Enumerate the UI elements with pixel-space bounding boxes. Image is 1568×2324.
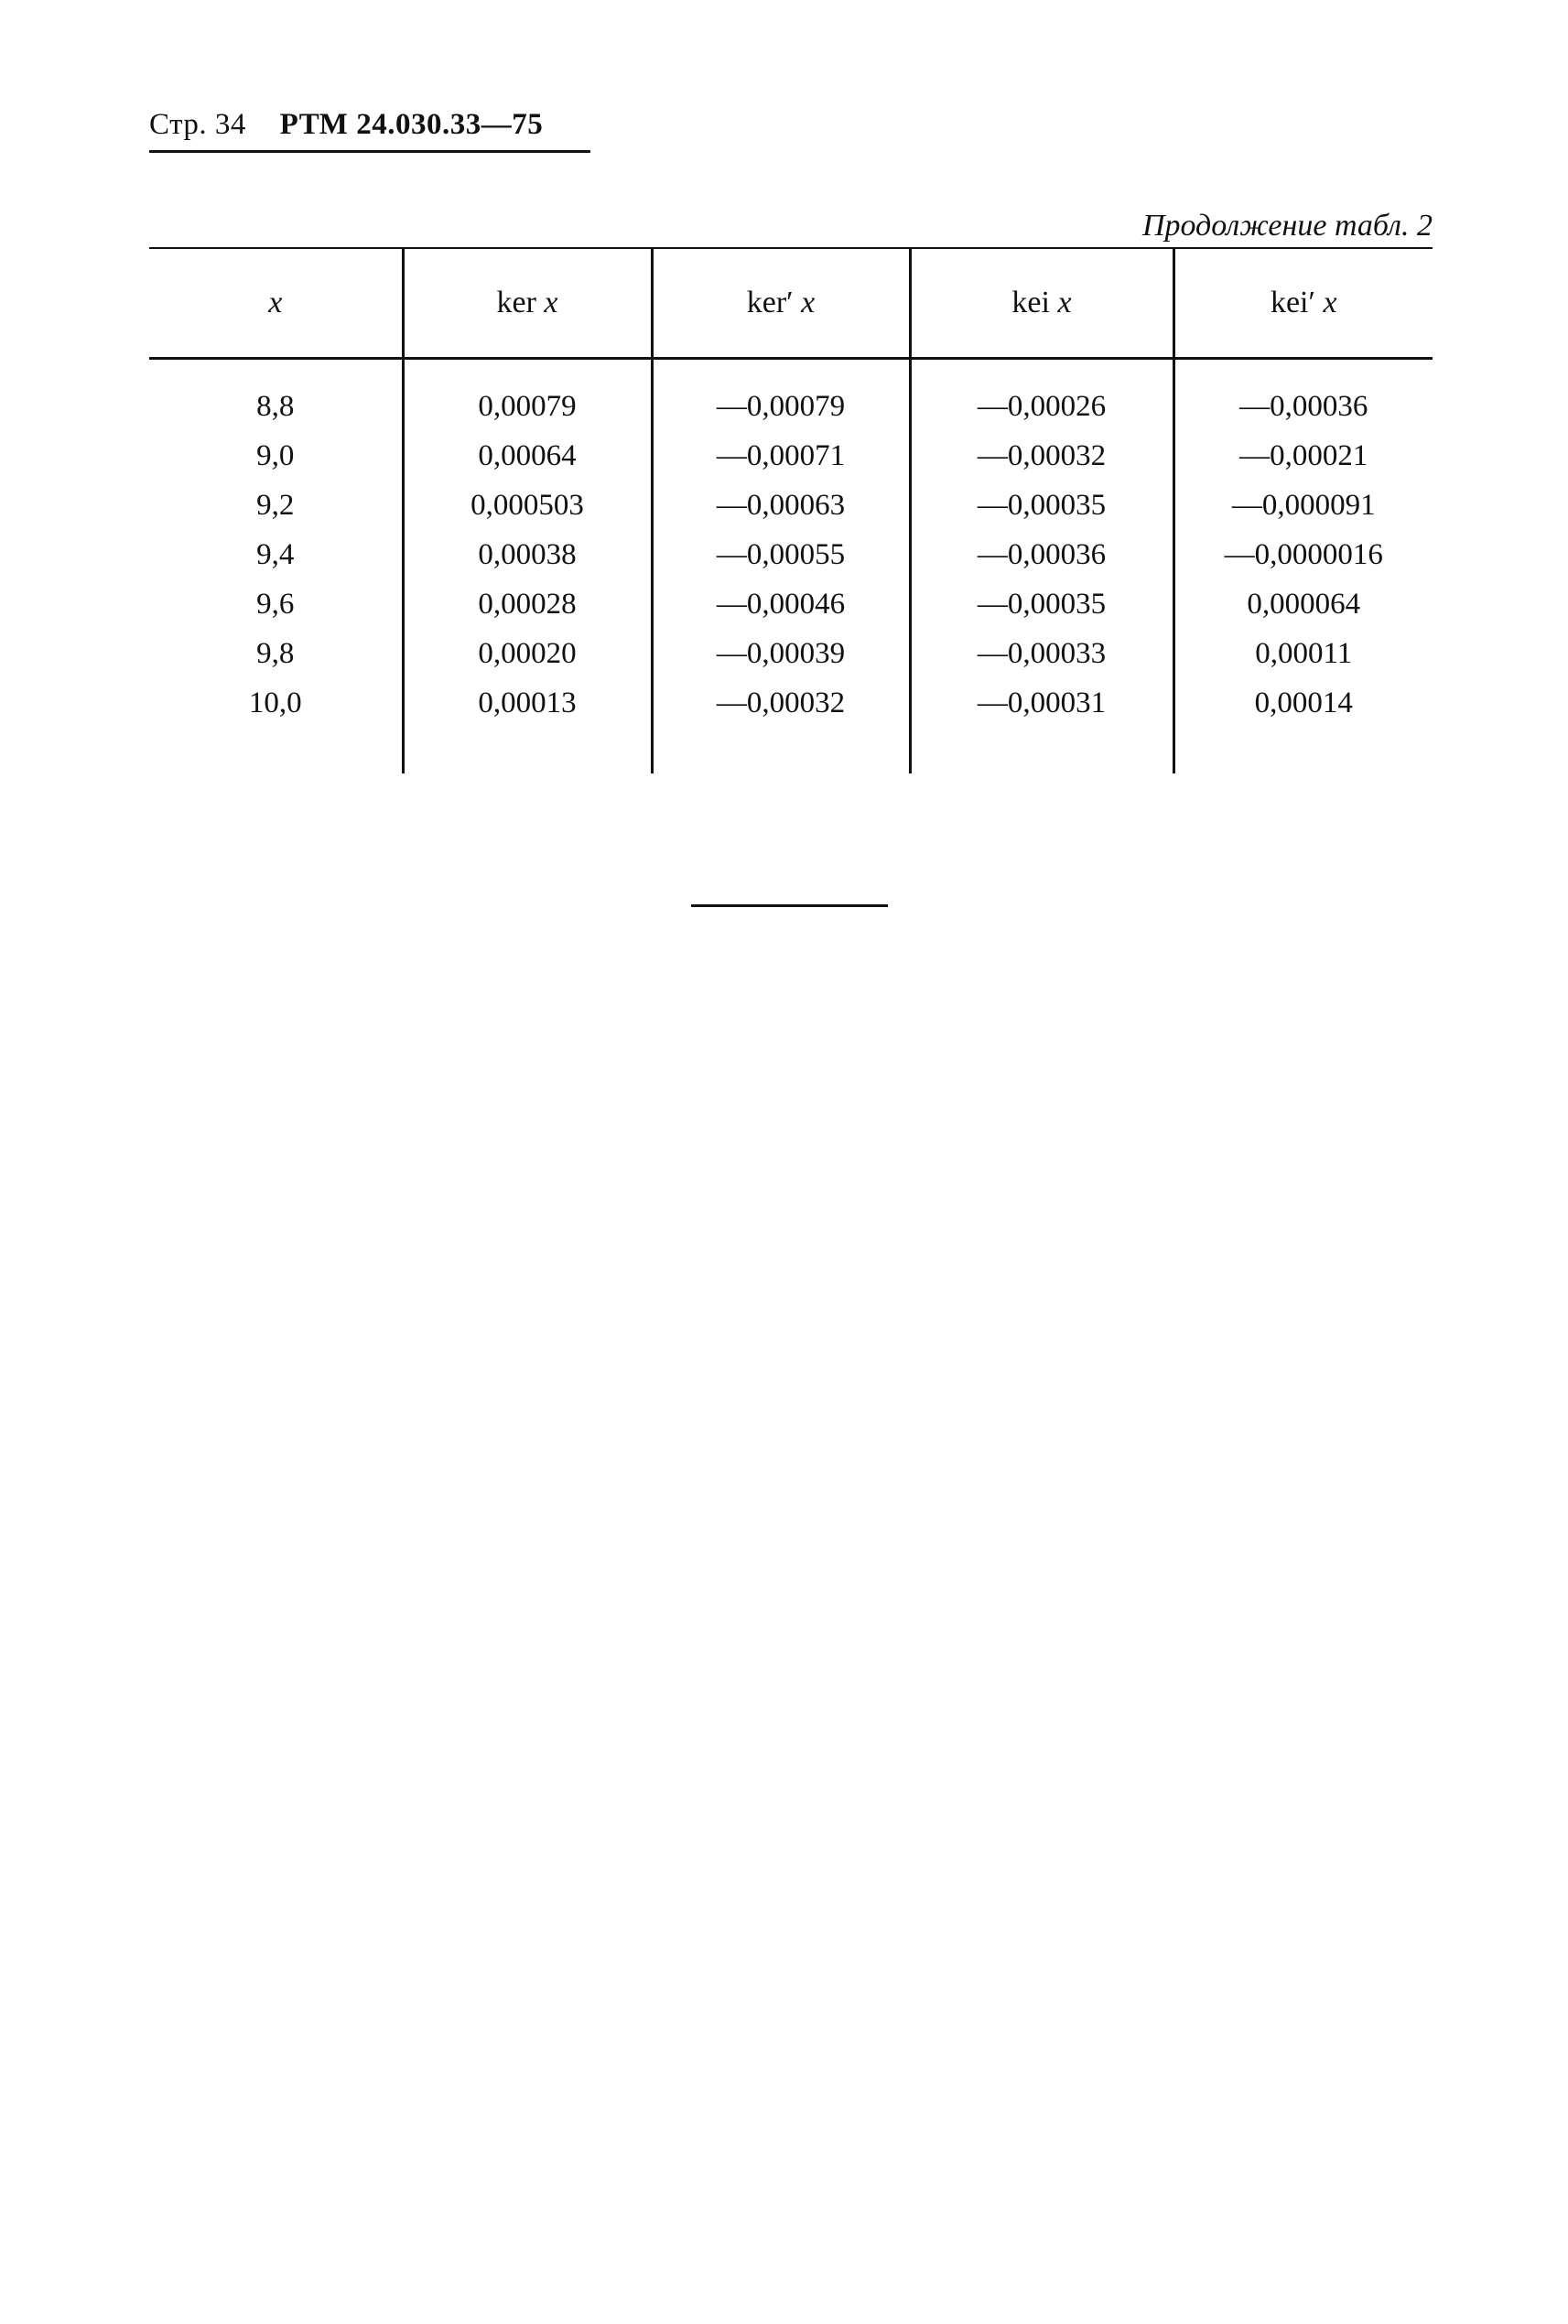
cell-ker: 0,000503 — [403, 481, 652, 530]
table-header-row — [149, 248, 1433, 359]
cell-kei: —0,00032 — [910, 431, 1173, 481]
cell-kei-prime: —0,0000016 — [1173, 530, 1433, 579]
table-caption: Продолжение табл. 2 — [1141, 209, 1433, 243]
cell-ker: 0,00020 — [403, 629, 652, 678]
table-row — [149, 678, 1433, 728]
column-header-kei: kei x — [910, 248, 1173, 359]
cell-kei: —0,00035 — [910, 579, 1173, 629]
document-code: РТМ 24.030.33—75 — [279, 108, 544, 141]
column-header-ker: ker x — [403, 248, 652, 359]
table-row — [149, 579, 1433, 629]
table-row — [149, 481, 1433, 530]
cell-ker: 0,00064 — [403, 431, 652, 481]
cell-x: 8,8 — [256, 389, 295, 423]
cell-ker-prime: —0,00032 — [652, 678, 910, 728]
cell-kei-prime: 0,00011 — [1173, 629, 1433, 678]
end-of-section-rule — [691, 904, 888, 907]
cell-ker-prime: —0,00063 — [652, 481, 910, 530]
page-header — [149, 108, 543, 142]
cell-kei-prime: —0,000091 — [1173, 481, 1433, 530]
table-spacer-row — [149, 359, 1433, 383]
cell-x: 9,2 — [256, 488, 295, 522]
cell-kei: —0,00033 — [910, 629, 1173, 678]
table-row — [149, 530, 1433, 579]
page-number: Стр. 34 — [149, 108, 246, 141]
table-tail-row — [149, 728, 1433, 773]
values-table — [149, 247, 1433, 773]
cell-kei: —0,00031 — [910, 678, 1173, 728]
cell-x: 10,0 — [248, 686, 302, 719]
cell-ker: 0,00028 — [403, 579, 652, 629]
table-row — [149, 629, 1433, 678]
cell-ker-prime: —0,00071 — [652, 431, 910, 481]
cell-x: 9,0 — [256, 438, 295, 472]
cell-kei: —0,00036 — [910, 530, 1173, 579]
column-header-ker-prime: ker′ x — [652, 248, 910, 359]
cell-ker: 0,00079 — [403, 382, 652, 431]
column-header-kei-prime: kei′ x — [1173, 248, 1433, 359]
cell-kei-prime: 0,000064 — [1173, 579, 1433, 629]
cell-kei: —0,00035 — [910, 481, 1173, 530]
column-header-x: x — [149, 248, 403, 359]
cell-x: 9,6 — [256, 587, 295, 621]
cell-ker-prime: —0,00055 — [652, 530, 910, 579]
cell-ker-prime: —0,00039 — [652, 629, 910, 678]
header-underline — [149, 150, 590, 153]
cell-ker: 0,00013 — [403, 678, 652, 728]
cell-ker: 0,00038 — [403, 530, 652, 579]
cell-kei: —0,00026 — [910, 382, 1173, 431]
cell-kei-prime: —0,00036 — [1173, 382, 1433, 431]
table-row — [149, 431, 1433, 481]
cell-x: 9,4 — [256, 537, 295, 571]
cell-ker-prime: —0,00079 — [652, 382, 910, 431]
cell-ker-prime: —0,00046 — [652, 579, 910, 629]
table-row — [149, 382, 1433, 431]
cell-kei-prime: 0,00014 — [1173, 678, 1433, 728]
cell-x: 9,8 — [256, 636, 295, 670]
cell-kei-prime: —0,00021 — [1173, 431, 1433, 481]
